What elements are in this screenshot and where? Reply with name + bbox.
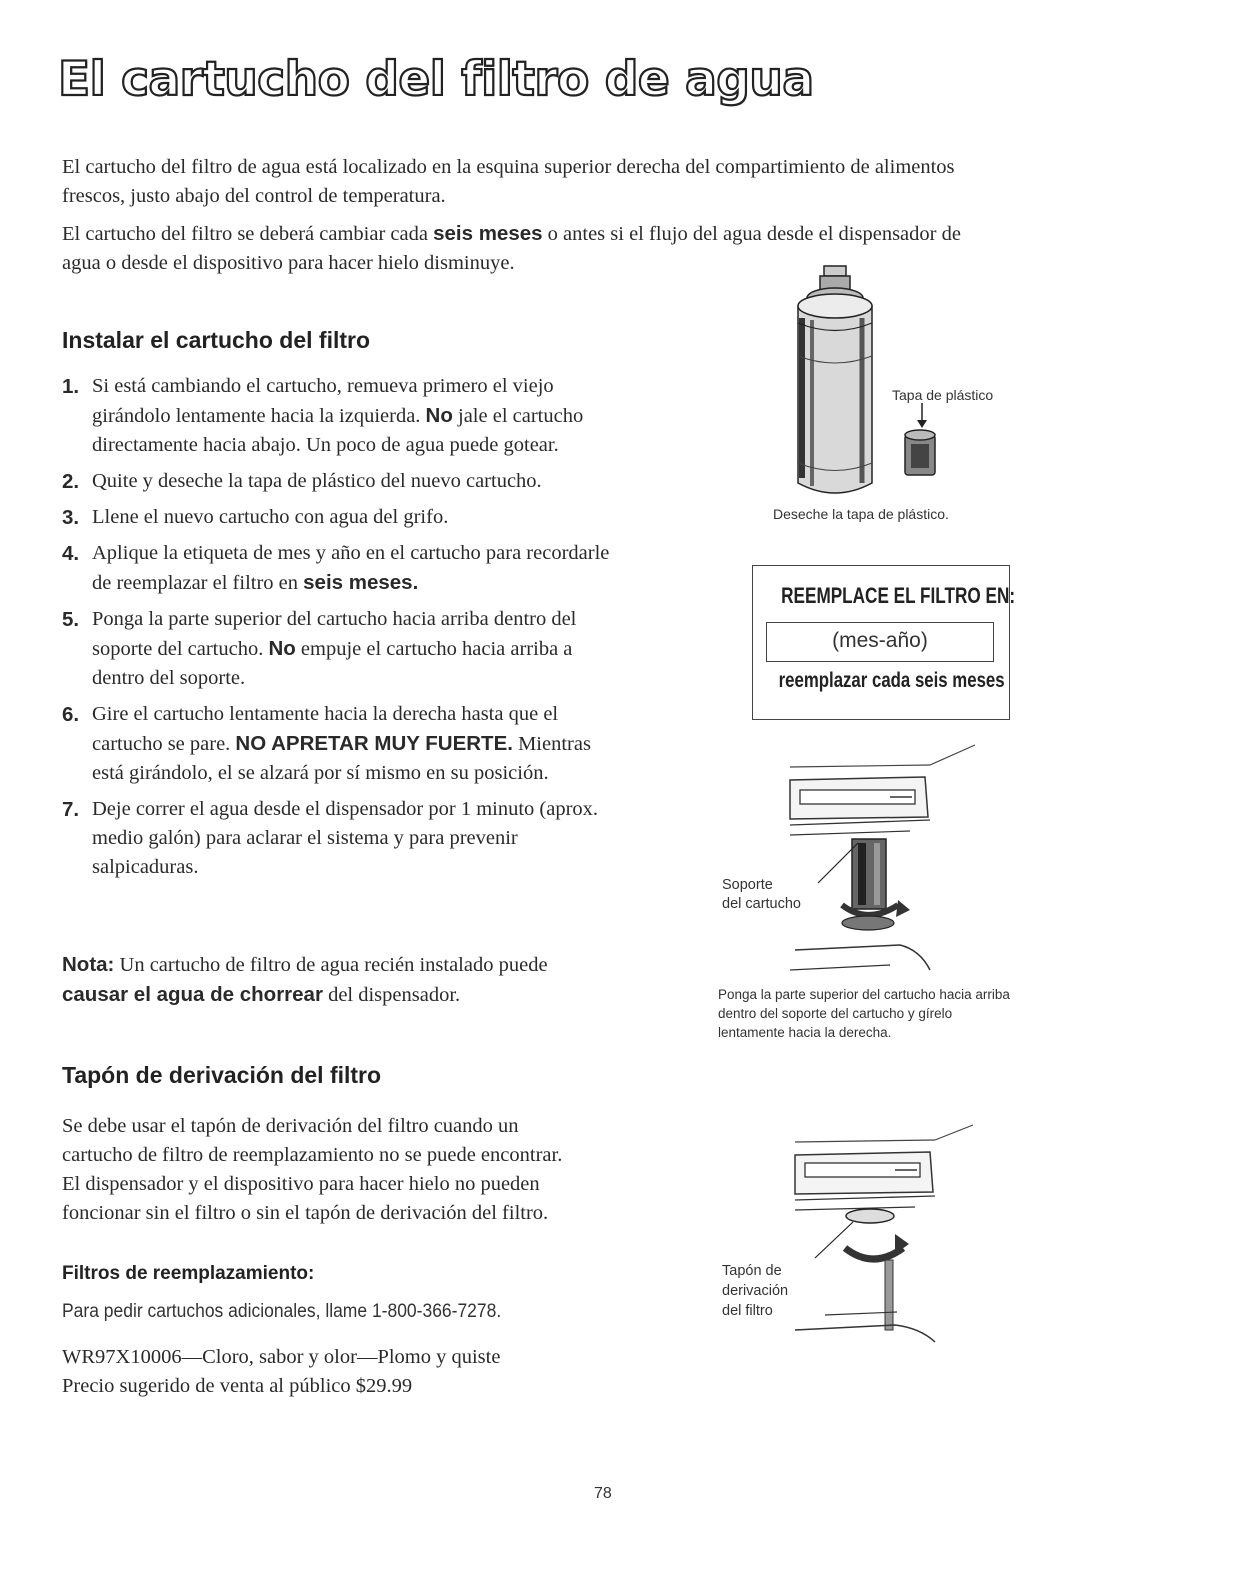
figure-1-caption: Deseche la tapa de plástico.	[773, 506, 949, 522]
step-number: 3.	[62, 506, 80, 529]
order-text: Para pedir cartuchos adicionales, llame 1-800-366-7278.	[62, 1301, 502, 1322]
step-text-end: Mientras está girándolo, el se alzará por sí mismo en su posición.	[92, 733, 591, 784]
list-item	[62, 795, 622, 882]
step-bold: No	[425, 404, 453, 427]
model-line: WR97X10006—Cloro, sabor y olor—Plomo y quiste	[62, 1346, 501, 1368]
step-bold: NO APRETAR MUY FUERTE.	[235, 732, 513, 755]
intro-p2-text-end: o antes si el flujo del agua desde el dispensador de agua o desde el dispositivo para hacer hielo disminuye.	[62, 223, 961, 274]
note-label: Nota:	[62, 953, 115, 976]
reminder-title: REEMPLACE EL FILTRO EN:	[781, 583, 1016, 608]
list-item	[62, 372, 622, 460]
holder-label-1: Soporte	[722, 877, 773, 893]
step-text: Quite y deseche la tapa de plástico del nuevo cartucho.	[92, 470, 542, 492]
reminder-label	[752, 565, 1016, 720]
list-item	[62, 539, 622, 598]
holder-label-2: del cartucho	[722, 896, 801, 912]
bypass-heading: Tapón de derivación del filtro	[62, 1062, 382, 1088]
install-heading: Instalar el cartucho del filtro	[62, 327, 371, 353]
replacement-heading: Filtros de reemplazamiento:	[62, 1263, 315, 1284]
page-number: 78	[594, 1485, 612, 1502]
step-text: Deje correr el agua desde el dispensador por 1 minuto (aprox. medio galón) para aclarar el sistema y para prevenir salpicaduras.	[92, 798, 599, 878]
step-text-end: jale el cartucho directamente hacia abajo. Un poco de agua puede gotear.	[92, 405, 584, 456]
list-item	[62, 605, 622, 693]
figure-2-caption-1: Ponga la parte superior del cartucho hacia arriba	[718, 987, 1010, 1002]
figure-2-caption-2: dentro del soporte del cartucho y gírelo	[718, 1006, 953, 1021]
bypass-label-2: derivación	[722, 1283, 789, 1299]
reminder-footer: reemplazar cada seis meses	[778, 669, 1005, 692]
note-text-end: del dispensador.	[322, 984, 461, 1006]
note-bold: causar el agua de chorrear	[62, 983, 323, 1006]
bypass-label-1: Tapón de	[722, 1263, 782, 1279]
bypass-plug-illustration	[785, 1130, 980, 1345]
step-number: 7.	[62, 798, 80, 821]
step-bold: seis meses.	[303, 571, 419, 594]
step-number: 1.	[62, 375, 80, 398]
list-item	[62, 700, 622, 788]
intro-p2-bold: seis meses	[433, 222, 543, 245]
install-steps	[62, 372, 622, 889]
note-text: Un cartucho de filtro de agua recién instalado puede	[114, 954, 548, 976]
figure-2-caption-3: lentamente hacia la derecha.	[718, 1025, 892, 1040]
reminder-date-field: (mes-año)	[766, 622, 994, 662]
bypass-label-3: del filtro	[722, 1303, 773, 1319]
step-number: 4.	[62, 542, 80, 565]
step-text: Llene el nuevo cartucho con agua del grifo.	[92, 506, 449, 528]
holder-illustration	[780, 755, 980, 980]
install-note	[62, 950, 582, 1010]
step-text: Si está cambiando el cartucho, remueva primero el viejo girándolo lentamente hacia la izquierda.	[92, 375, 554, 427]
step-number: 6.	[62, 703, 80, 726]
step-number: 5.	[62, 608, 80, 631]
price-line: Precio sugerido de venta al público $29.99	[62, 1375, 413, 1397]
list-item	[62, 503, 622, 532]
step-text: Ponga la parte superior del cartucho hacia arriba dentro del soporte del cartucho.	[92, 608, 577, 660]
step-bold: No	[268, 637, 296, 660]
plastic-cap-label: Tapa de plástico	[892, 387, 994, 403]
cartridge-illustration	[780, 258, 1010, 508]
step-text: Gire el cartucho lentamente hacia la derecha hasta que el cartucho se pare.	[92, 703, 559, 755]
intro-p2-text: El cartucho del filtro se deberá cambiar cada	[62, 223, 434, 245]
intro-paragraph-1: El cartucho del filtro de agua está localizado en la esquina superior derecha del compartimiento de alimentos frescos, justo abajo del control de temperatura.	[62, 156, 955, 207]
step-number: 2.	[62, 470, 80, 493]
list-item	[62, 467, 622, 496]
step-text-end: empuje el cartucho hacia arriba a dentro del soporte.	[92, 638, 573, 689]
step-text: Aplique la etiqueta de mes y año en el cartucho para recordarle de reemplazar el filtro en	[92, 542, 610, 594]
bypass-paragraph: Se debe usar el tapón de derivación del filtro cuando un cartucho de filtro de reemplazamiento no se puede encontrar. El dispensador y el dispositivo para hacer hielo no pueden foncionar sin el filtro o sin el tapón de derivación del filtro.	[62, 1115, 563, 1224]
page-title: El cartucho del filtro de agua	[58, 52, 814, 107]
